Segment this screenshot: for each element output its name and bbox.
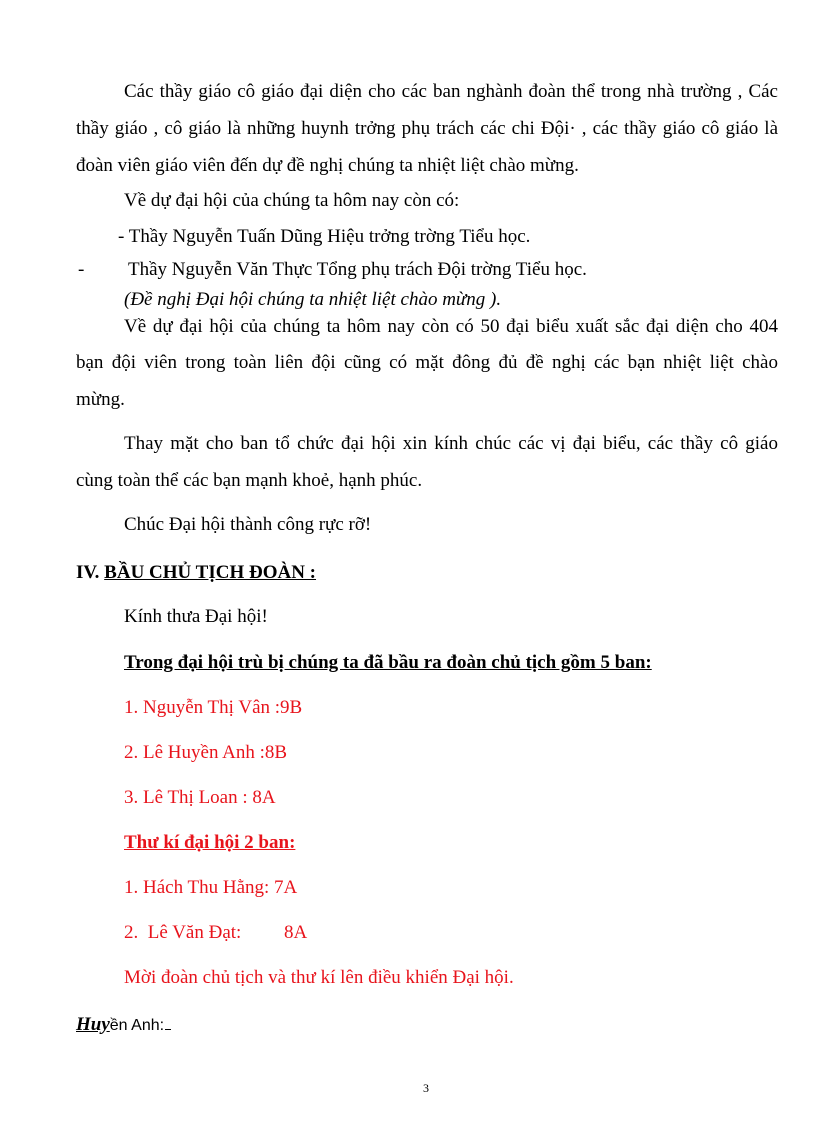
paragraph-2-line-1: Về dự đại hội của chúng ta hôm nay còn có 50 đại biểu xuất sắc đại diện cho 404 (124, 316, 778, 337)
presidium-member-1: 1. Nguyễn Thị Vân :9B (124, 697, 303, 718)
secretary-1: 1. Hách Thu Hằng: 7A (124, 877, 298, 898)
page-number: 3 (423, 1081, 429, 1095)
paragraph-3-line-2: cùng toàn thể các bạn mạnh khoẻ, hạnh phúc. (76, 470, 423, 491)
speaker-name-rest: ền Anh: (109, 1017, 165, 1034)
presidium-member-2: 2. Lê Huyền Anh :8B (124, 742, 288, 763)
paragraph-1-line-1: Các thầy giáo cô giáo đại diện cho các ban nghành đoàn thể trong nhà trường , Các (124, 81, 778, 102)
greeting: Kính thưa Đại hội! (124, 606, 268, 627)
paragraph-2-line-3: mừng. (76, 389, 125, 410)
paragraph-3-line-1: Thay mặt cho ban tổ chức đại hội xin kính chúc các vị đại biểu, các thầy cô giáo (124, 433, 778, 454)
guest-item-2: Thầy Nguyễn Văn Thực Tổng phụ trách Đội trờng Tiểu học. (128, 259, 587, 280)
applause-note: (Đề nghị Đại hội chúng ta nhiệt liệt chào mừng ). (124, 289, 502, 310)
paragraph-2-line-2: bạn đội viên trong toàn liên đội cũng có mặt đông đủ đề nghị các bạn nhiệt liệt chào (76, 352, 778, 373)
presidium-member-3: 3. Lê Thị Loan : 8A (124, 787, 276, 808)
section-number: IV. (76, 562, 100, 583)
guest-item-2-dash: - (78, 259, 85, 280)
presidium-heading: Trong đại hội trù bị chúng ta đã bầu ra đoàn chủ tịch gồm 5 ban: (124, 652, 652, 673)
speaker-line (76, 1013, 171, 1038)
guests-intro: Về dự đại hội của chúng ta hôm nay còn có: (124, 190, 460, 211)
speaker-underline-mark (165, 1029, 171, 1030)
paragraph-1-line-2: thầy giáo , cô giáo là những huynh trởng phụ trách các chi Đội· , các thầy giáo cô giáo là (76, 118, 778, 139)
closing-wish: Chúc Đại hội thành công rực rỡ! (124, 514, 372, 535)
secretary-heading: Thư kí đại hội 2 ban: (124, 832, 296, 853)
guest-item-1: - Thầy Nguyễn Tuấn Dũng Hiệu trởng trờng Tiểu học. (118, 226, 531, 247)
section-title: BẦU CHỦ TỊCH ĐOÀN : (104, 562, 317, 583)
paragraph-1-line-3: đoàn viên giáo viên đến dự đề nghị chúng ta nhiệt liệt chào mừng. (76, 155, 579, 176)
invitation: Mời đoàn chủ tịch và thư kí lên điều khiển Đại hội. (124, 967, 514, 988)
speaker-name-part: Huy (76, 1014, 110, 1035)
secretary-2: 2. Lê Văn Đạt: 8A (124, 922, 308, 943)
section-heading (76, 561, 316, 585)
